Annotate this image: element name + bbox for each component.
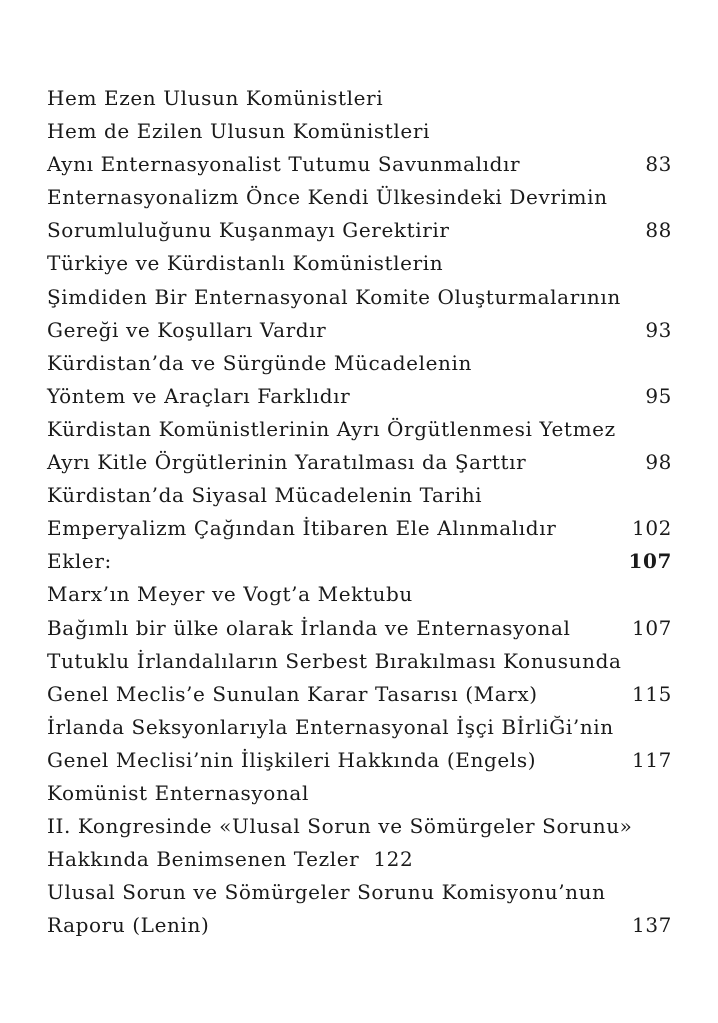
toc-entry-text: Emperyalizm Çağından İtibaren Ele Alınmalıdır [47,516,557,541]
toc-page-number: 115 [632,681,672,706]
toc-entry-text: Aynı Enternasyonalist Tutumu Savunmalıdır [47,152,521,177]
toc-line [47,314,672,347]
toc-entry-text: Genel Meclisi’nin İlişkileri Hakkında (Engels) [47,747,537,772]
toc-entry-text: Bağımlı bir ülke olarak İrlanda ve Enternasyonal [47,615,571,640]
toc-line [47,181,672,214]
toc-entry-text: Tutuklu İrlandalıların Serbest Bırakılması Konusunda [47,648,622,673]
toc-entry-text: Sorumluluğunu Kuşanmayı Gerektirir [47,218,450,243]
toc-entry-text: Hakkında Benimsenen Tezler [47,847,360,872]
toc-line [47,82,672,115]
toc-entry-text: II. Kongresinde «Ulusal Sorun ve Sömürgeler Sorunu» [47,814,633,839]
toc-page-number: 107 [628,549,672,574]
toc-page-number: 98 [645,450,672,475]
toc-line [47,281,672,314]
table-of-contents [47,82,672,942]
toc-page-number: 93 [645,317,672,342]
toc-entry-text: Şimdiden Bir Enternasyonal Komite Oluşturmalarının [47,284,621,309]
toc-line [47,777,672,810]
toc-page-number: 83 [645,152,672,177]
toc-page-number: 102 [632,516,672,541]
toc-line [47,843,672,876]
toc-line [47,545,672,578]
toc-entry-text: Ekler: [47,549,112,574]
toc-line [47,711,672,744]
toc-line [47,612,672,645]
toc-entry-text: İrlanda Seksyonlarıyla Enternasyonal İşçi BİrliĞi’nin [47,714,614,739]
toc-line [47,678,672,711]
toc-entry-text: Komünist Enternasyonal [47,780,309,805]
toc-entry-text: Ayrı Kitle Örgütlerinin Yaratılması da Şarttır [47,450,527,475]
toc-page-number: 95 [645,383,672,408]
toc-entry-text: Ulusal Sorun ve Sömürgeler Sorunu Komisyonu’nun [47,880,606,905]
toc-line [47,578,672,611]
toc-line [47,347,672,380]
toc-entry-text: Raporu (Lenin) [47,913,210,938]
toc-line [47,909,672,942]
toc-entry-text: Kürdistan’da Siyasal Mücadelenin Tarihi [47,483,483,508]
toc-page-number: 88 [645,218,672,243]
toc-line [47,645,672,678]
toc-line [47,115,672,148]
toc-page-number: 107 [632,615,672,640]
toc-entry-text: Kürdistan Komünistlerinin Ayrı Örgütlenmesi Yetmez [47,416,616,441]
toc-entry-text: Enternasyonalizm Önce Kendi Ülkesindeki Devrimin [47,185,608,210]
toc-line [47,380,672,413]
toc-entry-text: Kürdistan’da ve Sürgünde Mücadelenin [47,350,472,375]
toc-entry-text: Genel Meclis’e Sunulan Karar Tasarısı (Marx) [47,681,538,706]
toc-entry-text: Türkiye ve Kürdistanlı Komünistlerin [47,251,444,276]
toc-page-number: 137 [632,913,672,938]
toc-line [47,148,672,181]
toc-page-number: 122 [373,847,414,872]
toc-line [47,247,672,280]
toc-entry-text: Marx’ın Meyer ve Vogt’a Mektubu [47,582,413,607]
toc-entry-text: Hem Ezen Ulusun Komünistleri [47,86,384,110]
toc-line [47,810,672,843]
toc-entry-text: Yöntem ve Araçları Farklıdır [47,383,351,408]
toc-line [47,876,672,909]
toc-page-number: 117 [632,747,672,772]
toc-entry-text: Hem de Ezilen Ulusun Komünistleri [47,119,430,144]
toc-line [47,744,672,777]
toc-entry-text: Gereği ve Koşulları Vardır [47,317,327,342]
toc-line [47,512,672,545]
toc-line [47,214,672,247]
toc-line [47,413,672,446]
toc-line [47,479,672,512]
toc-entry-with-inline-page [47,843,413,876]
toc-line [47,446,672,479]
